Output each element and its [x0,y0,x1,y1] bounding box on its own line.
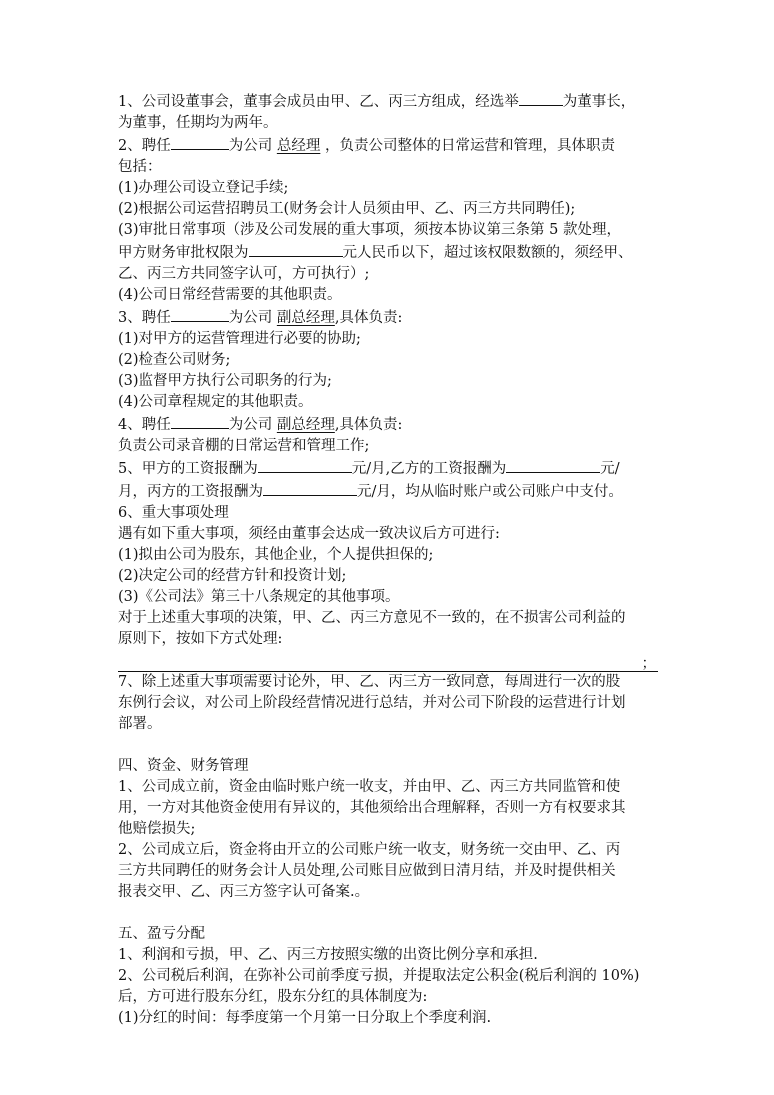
section-5-line-1: 1、利润和亏损，甲、乙、丙三方按照实缴的出资比例分享和承担. [118,947,538,963]
clause-2-item-1: (1)办理公司设立登记手续; [118,180,289,196]
clause-7-line-2: 东例行会议，对公司上阶段经营情况进行总结，并对公司下阶段的运营进行计划 [118,695,626,711]
salary-c-blank [263,480,357,496]
clause-3-item-2: (2)检查公司财务; [118,352,231,368]
clause-7-line-1: 7、除上述重大事项需要讨论外，甲、乙、丙三方一致同意，每周进行一次的股 [118,674,621,690]
clause-1-line-1 [118,90,658,113]
clause-5-line-2 [118,480,658,503]
clause-2-item-3-line-1: (3)审批日常事项（涉及公司发展的重大事项，须按本协议第三条第 5 款处理， [118,222,621,238]
salary-c-tail: 元/月，均从临时账户或公司账户中支付。 [357,484,623,500]
clause-2-text-c: ，负责公司整体的日常运营和管理，具体职责 [324,138,615,154]
section-4-p2-line-2: 三方共同聘任的财务会计人员处理,公司账目应做到日清月结，并及时提供相关 [118,863,616,879]
section-5-title: 五、盈亏分配 [118,926,205,942]
clause-7-line-3: 部署。 [118,716,162,732]
contract-document [118,90,658,1029]
clause-3-text-c: ,具体负责: [334,310,403,326]
clause-4-text-c: ,具体负责: [334,417,403,433]
salary-b-text: 元/月,乙方的工资报酬为 [351,461,507,477]
clause-2-line-2: 包括： [118,159,162,175]
salary-a-text: 5、甲方的工资报酬为 [118,461,258,477]
salary-c-text: 月，丙方的工资报酬为 [118,484,263,500]
section-5-line-4: (1)分红的时间：每季度第一个月第一日分取上个季度利润. [118,1010,492,1026]
clause-6-line-3: 原则下，按如下方式处理: [118,631,283,647]
spacer [118,735,658,756]
section-5-line-3: 后，方可进行股东分红，股东分红的具体制度为: [118,989,428,1005]
clause-1-text-b: 为董事长， [562,94,636,110]
clause-2-item-4: (4)公司日常经营需要的其他职责。 [118,287,342,303]
spacer [118,903,658,924]
clause-3-text-a: 3、聘任 [118,310,171,326]
clause-6-item-3: (3)《公司法》第三十八条规定的其他事项。 [118,589,400,605]
clause-1-text-a: 1、公司设董事会，董事会成员由甲、乙、丙三方组成，经选举 [118,94,519,110]
clause-2-item-3-line-3: 乙、丙三方共同签字认可，方可执行）; [118,266,370,282]
vgm1-name-blank [171,306,229,322]
clause-2-line-1 [118,134,658,157]
section-4-p2-line-1: 2、公司成立后，资金将由开立的公司账户统一收支，财务统一交由甲、乙、丙 [118,842,621,858]
salary-b-blank [506,457,600,473]
clause-2-item-2: (2)根据公司运营招聘员工(财务会计人员须由甲、乙、丙三方共同聘任); [118,201,576,217]
dispute-blank-end: ； [641,656,656,672]
clause-1-line-2: 为董事，任期均为两年。 [118,115,278,131]
vgm2-name-blank [171,413,229,429]
gm-name-blank [171,134,229,150]
vgm2-role: 副总经理 [276,417,335,433]
clause-4-text-a: 4、聘任 [118,417,171,433]
clause-3-item-3: (3)监督甲方执行公司职务的行为; [118,373,332,389]
section-4-p1-line-3: 他赔偿损失; [118,821,196,837]
vgm1-role: 副总经理 [276,310,335,326]
approval-limit-blank [249,241,343,257]
clause-3-text-b: 为公司 [228,310,273,326]
clause-5-line-1 [118,457,658,480]
salary-a-blank [258,457,352,473]
chairman-blank [519,90,563,106]
section-4-p2-line-3: 报表交甲、乙、丙三方签字认可备案.。 [118,884,370,900]
clause-6-title: 6、重大事项处理 [118,505,229,521]
clause-2-item-3-line-2 [118,241,658,264]
clause-2-text-a: 2、聘任 [118,138,171,154]
gm-role: 总经理 [276,138,321,154]
salary-b-unit: 元/ [600,461,620,477]
section-4-p1-line-2: 用，一方对其他资金使用有异议的，其他须给出合理解释，否则一方有权要求其 [118,800,626,816]
approval-limit-text-b: 元人民币以下，超过该权限数额的，须经甲、 [342,245,633,261]
clause-6-item-1: (1)拟由公司为股东，其他企业，个人提供担保的; [118,547,434,563]
clause-6-item-2: (2)决定公司的经营方针和投资计划; [118,568,347,584]
dispute-resolution-blank [118,650,658,672]
section-4-p1-line-1: 1、公司成立前，资金由临时账户统一收支，并由甲、乙、丙三方共同监管和使 [118,779,621,795]
clause-3-item-4: (4)公司章程规定的其他职责。 [118,394,313,410]
clause-4-line-2: 负责公司录音棚的日常运营和管理工作; [118,438,370,454]
clause-3-item-1: (1)对甲方的运营管理进行必要的协助; [118,331,361,347]
clause-6-line-1: 遇有如下重大事项，须经由董事会达成一致决议后方可进行: [118,526,500,542]
section-4-title: 四、资金、财务管理 [118,758,249,774]
section-5-line-2: 2、公司税后利润，在弥补公司前季度亏损，并提取法定公积金(税后利润的 10%) [118,968,640,984]
clause-2-text-b: 为公司 [228,138,273,154]
clause-6-line-2: 对于上述重大事项的决策，甲、乙、丙三方意见不一致的，在不损害公司利益的 [118,610,626,626]
clause-3-line-1 [118,306,658,329]
clause-4-text-b: 为公司 [228,417,273,433]
approval-limit-text-a: 甲方财务审批权限为 [118,245,249,261]
clause-4-line-1 [118,413,658,436]
